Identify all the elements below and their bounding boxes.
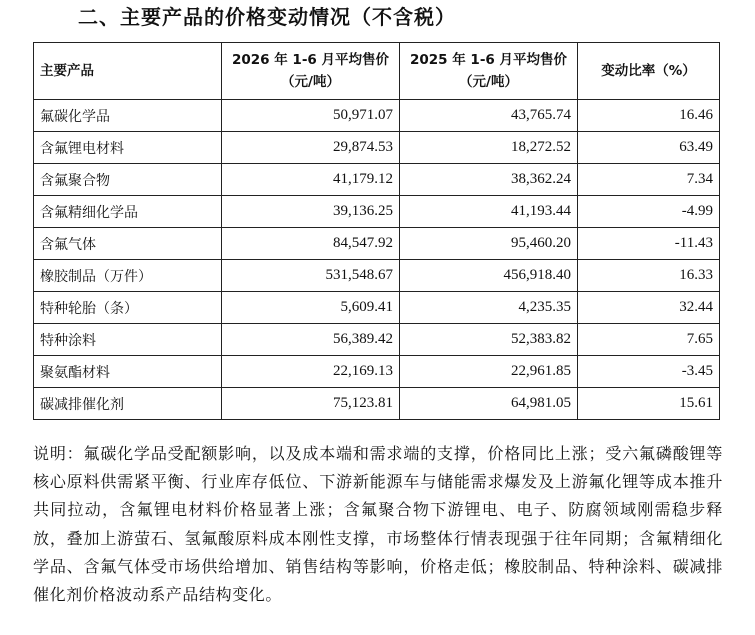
change-rate: -4.99 xyxy=(578,196,720,228)
price-2026: 41,179.12 xyxy=(222,164,400,196)
section-heading: 二、主要产品的价格变动情况（不含税） xyxy=(78,5,456,29)
price-2025: 52,383.82 xyxy=(400,324,578,356)
change-rate: 7.34 xyxy=(578,164,720,196)
change-rate: 32.44 xyxy=(578,292,720,324)
price-2026: 84,547.92 xyxy=(222,228,400,260)
price-2025: 41,193.44 xyxy=(400,196,578,228)
change-rate: 7.65 xyxy=(578,324,720,356)
price-2025: 22,961.85 xyxy=(400,356,578,388)
price-2025: 38,362.24 xyxy=(400,164,578,196)
table-row xyxy=(34,324,720,356)
header-price-2026: 2026 年 1-6 月平均售价（元/吨） xyxy=(222,43,400,100)
price-2026: 29,874.53 xyxy=(222,132,400,164)
product-name: 橡胶制品（万件） xyxy=(34,260,222,292)
header-price-2025: 2025 年 1-6 月平均售价（元/吨） xyxy=(400,43,578,100)
price-2025: 43,765.74 xyxy=(400,100,578,132)
price-2026: 56,389.42 xyxy=(222,324,400,356)
change-rate: -3.45 xyxy=(578,356,720,388)
price-2026: 22,169.13 xyxy=(222,356,400,388)
product-name: 含氟气体 xyxy=(34,228,222,260)
price-2026: 75,123.81 xyxy=(222,388,400,420)
price-change-table xyxy=(33,42,720,420)
table-row xyxy=(34,100,720,132)
change-rate: 15.61 xyxy=(578,388,720,420)
table-header-row xyxy=(34,43,720,100)
product-name: 含氟聚合物 xyxy=(34,164,222,196)
product-name: 特种涂料 xyxy=(34,324,222,356)
header-product: 主要产品 xyxy=(34,43,222,100)
price-2025: 4,235.35 xyxy=(400,292,578,324)
price-2025: 456,918.40 xyxy=(400,260,578,292)
price-2026: 531,548.67 xyxy=(222,260,400,292)
price-2025: 95,460.20 xyxy=(400,228,578,260)
price-2026: 50,971.07 xyxy=(222,100,400,132)
product-name: 含氟精细化学品 xyxy=(34,196,222,228)
header-change: 变动比率（%） xyxy=(578,43,720,100)
change-rate: 16.46 xyxy=(578,100,720,132)
product-name: 特种轮胎（条） xyxy=(34,292,222,324)
change-rate: 16.33 xyxy=(578,260,720,292)
product-name: 氟碳化学品 xyxy=(34,100,222,132)
product-name: 含氟锂电材料 xyxy=(34,132,222,164)
product-name: 聚氨酯材料 xyxy=(34,356,222,388)
price-2026: 5,609.41 xyxy=(222,292,400,324)
table-row xyxy=(34,132,720,164)
table-row xyxy=(34,260,720,292)
change-rate: 63.49 xyxy=(578,132,720,164)
price-2026: 39,136.25 xyxy=(222,196,400,228)
table-row xyxy=(34,292,720,324)
table-row xyxy=(34,196,720,228)
price-2025: 18,272.52 xyxy=(400,132,578,164)
table-row xyxy=(34,356,720,388)
table-row xyxy=(34,164,720,196)
product-name: 碳减排催化剂 xyxy=(34,388,222,420)
table-row xyxy=(34,228,720,260)
change-rate: -11.43 xyxy=(578,228,720,260)
explanation-note: 说明：氟碳化学品受配额影响，以及成本端和需求端的支撑，价格同比上涨；受六氟磷酸锂等核心原料供需紧平衡、行业库存低位、下游新能源车与储能需求爆发及上游氟化锂等成本推升共同拉动，含氟锂电材料价格显著上涨；含氟聚合物下游锂电、电子、防腐领域刚需稳步释放，叠加上游萤石、氢氟酸原料成本刚性支撑，市场整体行情表现强于往年同期；含氟精细化学品、含氟气体受市场供给增加、销售结构等影响，价格走低；橡胶制品、特种涂料、碳减排催化剂价格波动系产品结构变化。 xyxy=(33,444,723,605)
price-2025: 64,981.05 xyxy=(400,388,578,420)
table-row xyxy=(34,388,720,420)
